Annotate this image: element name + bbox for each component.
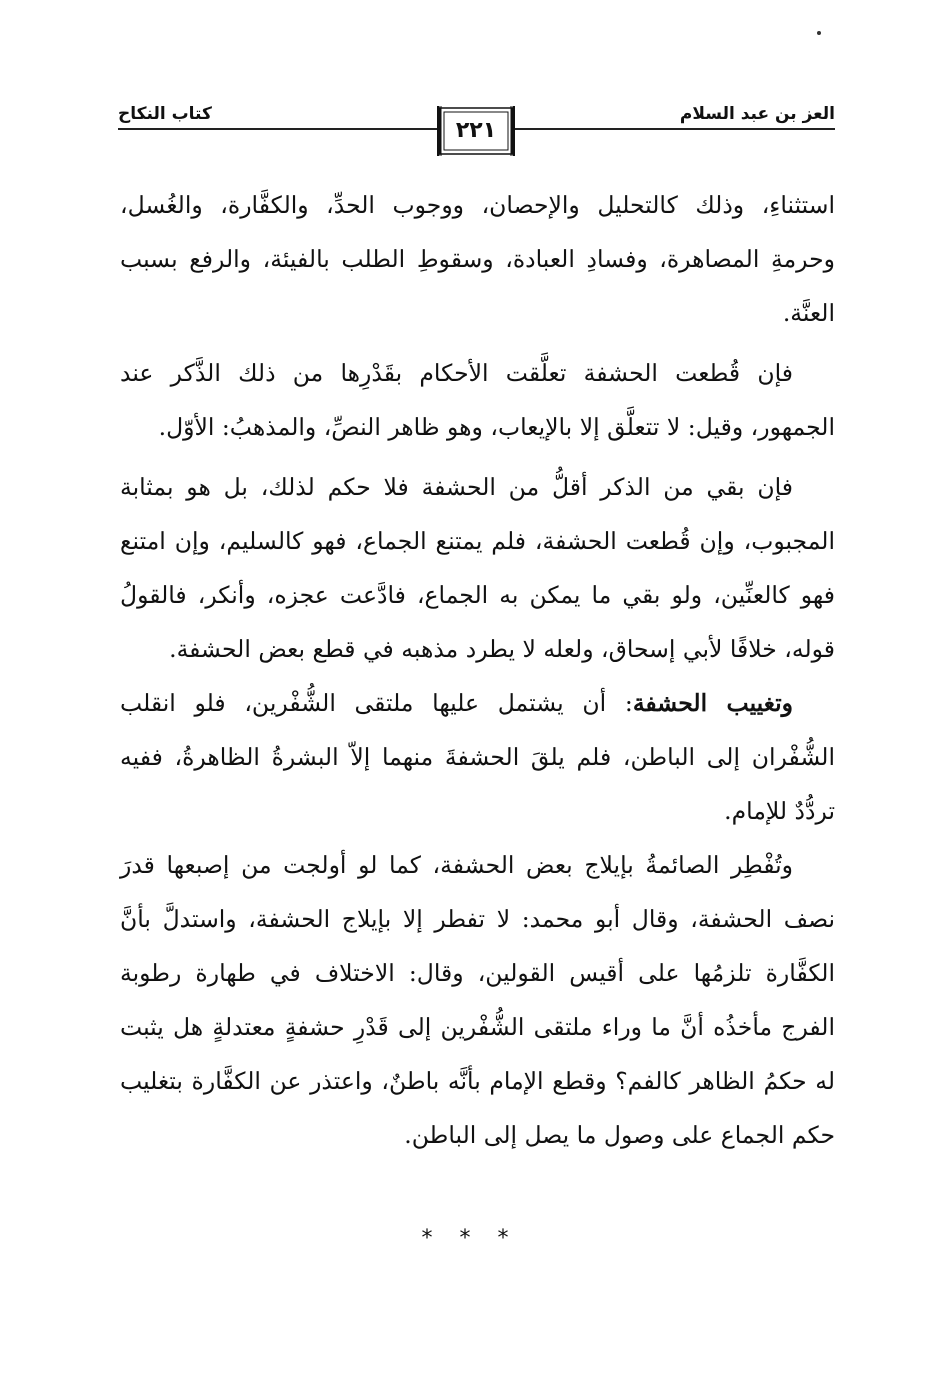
paragraph: استثناءِ، وذلك كالتحليل والإحصان، ووجوب الحدِّ، والكفَّارة، والغُسل، وحرمةِ المصاهرة، وفسادِ العبادة، وسقوطِ الطلب بالفيئة، والرفع بسبب العنَّة. <box>120 191 835 327</box>
running-author: العز بن عبد السلام <box>679 104 835 124</box>
main-text <box>120 178 835 1162</box>
section-separator: * * * <box>421 1226 519 1251</box>
running-book-title: كتاب النكاح <box>118 104 212 124</box>
running-header <box>118 98 835 168</box>
page-number-frame <box>437 104 515 158</box>
paragraph: فإن قُطعت الحشفة تعلَّقت الأحكام بقَدْرِها من ذلك الذَّكر عند الجمهور، وقيل: لا تتعلَّق إلا بالإيعاب، وهو ظاهر النصِّ، والمذهبُ: الأوّل. <box>120 359 835 441</box>
paragraph: فإن بقي من الذكر أقلُّ من الحشفة فلا حكم لذلك، بل هو بمثابة المجبوب، وإن قُطعت الحشفة، فلم يمتنع الجماع، فهو كالسليم، وإن امتنع فهو كالعنِّين، ولو بقي ما يمكن به الجماع، فادَّعت عجزه، وأنكر، فالقولُ قوله، خلافًا لأبي إسحاق، ولعله لا يطرد مذهبه في قطع بعض الحشفة. <box>120 473 835 663</box>
paragraph-text: : أن يشتمل عليها ملتقى الشُّفْرين، فلو انقلب الشُّفْران إلى الباطن، فلم يلقَ الحشفةَ منهما إلاّ البشرةُ الظاهرةُ، ففيه تردُّدٌ للإمام. <box>120 689 835 825</box>
page-mark <box>817 31 821 35</box>
paragraph: وتُفْطِر الصائمةُ بإيلاج بعض الحشفة، كما لو أولجت من إصبعها قدرَ نصف الحشفة، وقال أبو محمد: لا تفطر إلا بإيلاج الحشفة، واستدلَّ بأنَّ الكفَّارة تلزمُها على أقيس القولين، وقال: الاختلاف في طهارة رطوبة الفرج مأخذُه أنَّ ما وراء ملتقى الشُّفْرين إلى قَدْرِ حشفةٍ معتدلةٍ هل يثبت له حكمُ الظاهر كالفم؟ وقطع الإمام بأنَّه باطنٌ، واعتذر عن الكفَّارة بتغليب حكم الجماع على وصول ما يصل إلى الباطن. <box>120 851 835 1149</box>
page-number: ٢٢١ <box>455 118 497 143</box>
paragraph <box>120 676 835 838</box>
defined-term: وتغييب الحشفة <box>632 689 794 717</box>
